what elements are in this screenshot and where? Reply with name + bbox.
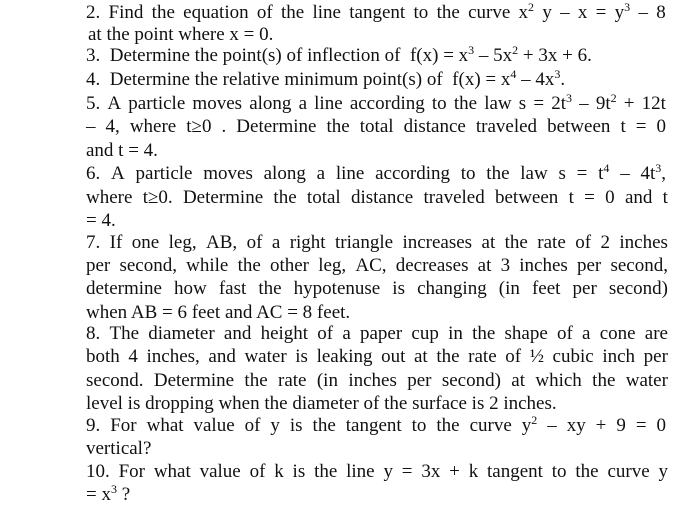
problem-text-line: – 4, where t≥0 . Determine the total distance traveled between t = 0 [86,116,666,137]
problem-text-line: at the point where x = 0. [88,24,274,45]
problem-text-line: and t = 4. [86,140,158,161]
problem-text-line: 2. Find the equation of the line tangent to the curve $x^2$ y – x = $y^3$ – 8 [86,0,666,23]
problem-text-line: where t≥0. Determine the total distance traveled between t = 0 and t [86,187,668,208]
problem-text-line: 4. Determine the relative minimum point(s) of $f(x) = x^4 - 4x^3$. [86,67,566,90]
problem-text-line: level is dropping when the diameter of the surface is 2 inches. [86,393,557,414]
problem-text-line: both 4 inches, and water is leaking out at the rate of ½ cubic inch per [86,346,668,367]
problem-text-line: = 4. [86,210,116,231]
problem-text-line: per second, while the other leg, AC, decreases at 3 inches per second, [86,255,668,276]
problem-text-line: 3. Determine the point(s) of inflection of $f(x) = x^3 - 5x^2 + 3x + 6$. [86,43,592,66]
problem-text-line: vertical? [86,438,152,459]
problem-text-line: determine how fast the hypotenuse is changing (in feet per second) [86,278,668,299]
problem-text-line: 10. For what value of k is the line y = 3x + k tangent to the curve y [86,461,668,482]
problem-text-line: when AB = 6 feet and AC = 8 feet. [86,302,351,323]
problem-text-line: second. Determine the rate (in inches per second) at which the water [86,370,668,391]
problem-text-line: = $x^3$ ? [86,482,131,505]
problem-text-line: 7. If one leg, AB, of a right triangle increases at the rate of 2 inches [86,232,668,253]
problem-text-line: 8. The diameter and height of a paper cup in the shape of a cone are [86,323,668,344]
problem-text-line: 5. A particle moves along a line according to the law s = $2t^3$ – $9t^2$ + 12t [86,91,666,114]
problem-text-line: 9. For what value of y is the tangent to the curve $y^2$ – xy + 9 = 0 [86,413,666,436]
problem-text-line: 6. A particle moves along a line according to the law s = $t^4$ – $4t^3$, [86,161,666,184]
